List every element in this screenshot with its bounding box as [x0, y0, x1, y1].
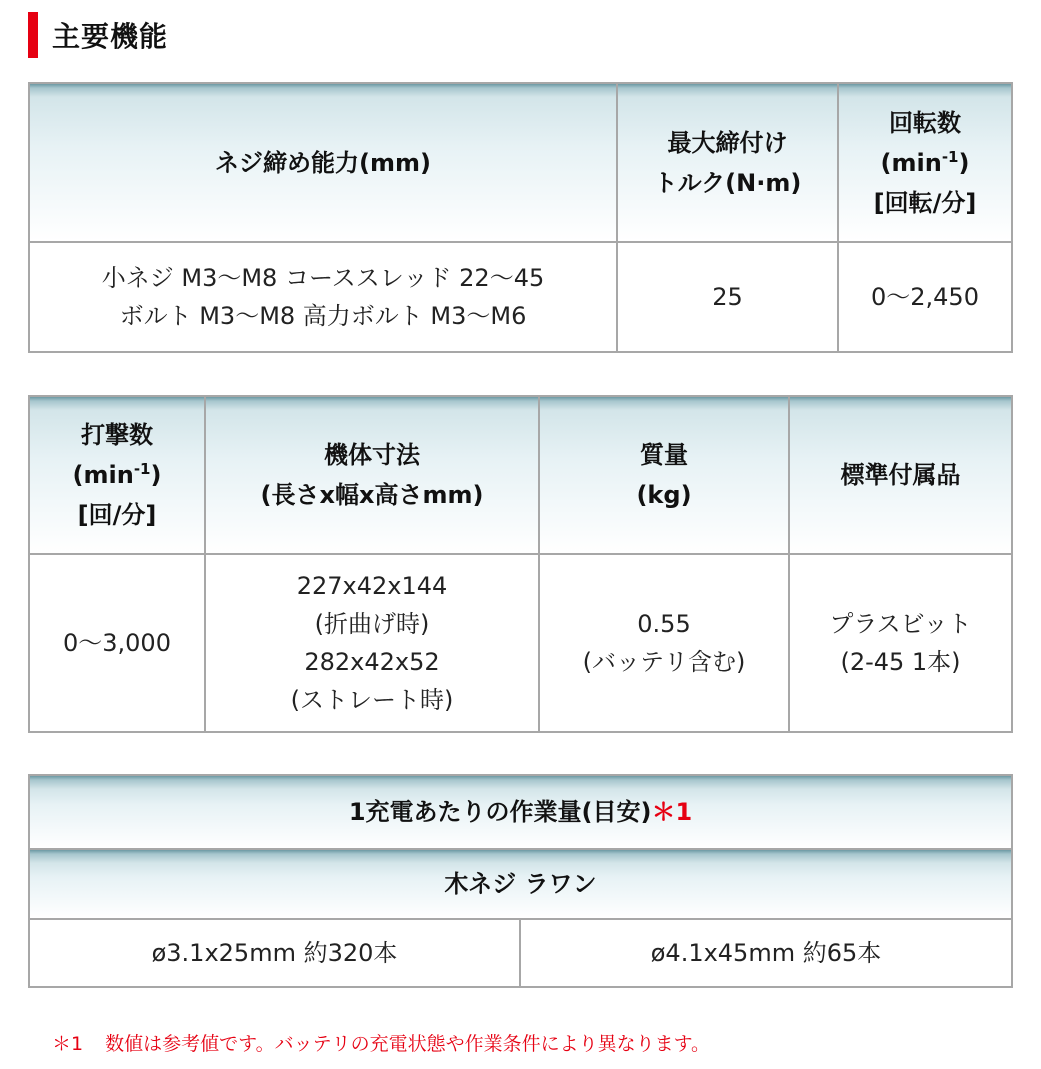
spec-table-capacity: [28, 82, 1013, 353]
footnote-text: 数値は参考値です。バッテリの充電状態や作業条件により異なります。: [105, 1033, 711, 1055]
table-row: [29, 554, 1012, 732]
value-rotation-speed: 0〜2,450: [838, 242, 1012, 352]
header-capacity: ネジ締め能力(mm): [29, 83, 617, 242]
value-accessories: プラスビット (2-45 1本): [789, 554, 1012, 732]
section-title: [28, 8, 168, 62]
table-row: [29, 242, 1012, 352]
footnote-ref-mark: ＊1: [651, 798, 693, 826]
spec-table-work-capacity: [28, 774, 1013, 988]
table-header-row: [29, 396, 1012, 554]
title-accent-bar: [28, 12, 38, 58]
spec-table-dimensions: [28, 395, 1013, 733]
value-work-small-screw: ø3.1x25mm 約320本: [29, 919, 520, 987]
header-weight: 質量 (kg): [539, 396, 789, 554]
value-work-large-screw: ø4.1x45mm 約65本: [520, 919, 1012, 987]
header-impacts: 打撃数 $(\min^{-1})$ [回/分]: [29, 396, 205, 554]
value-capacity: 小ネジ M3〜M8 コーススレッド 22〜45 ボルト M3〜M8 高力ボルト M3〜M6: [29, 242, 617, 352]
footnote-mark: ＊1: [52, 1033, 84, 1055]
header-dimensions: 機体寸法 (長さx幅x高さmm): [205, 396, 539, 554]
table-header-row: [29, 83, 1012, 242]
page-title: 主要機能: [52, 20, 169, 53]
value-dimensions: 227x42x144 (折曲げ時) 282x42x52 (ストレート時): [205, 554, 539, 732]
footnote: [52, 1030, 710, 1058]
table-row: [29, 919, 1012, 987]
header-torque: 最大締付け トルク(N·m): [617, 83, 838, 242]
table-header-row: [29, 775, 1012, 849]
header-accessories: 標準付属品: [789, 396, 1012, 554]
header-work-per-charge: 1充電あたりの作業量(目安)＊1: [29, 775, 1012, 849]
value-torque: 25: [617, 242, 838, 352]
value-impacts: 0〜3,000: [29, 554, 205, 732]
header-wood-screw: 木ネジ ラワン: [29, 849, 1012, 919]
value-weight: 0.55 (バッテリ含む): [539, 554, 789, 732]
table-subheader-row: [29, 849, 1012, 919]
header-rotation-speed: 回転数 $(\min^{-1})$ [回転/分]: [838, 83, 1012, 242]
